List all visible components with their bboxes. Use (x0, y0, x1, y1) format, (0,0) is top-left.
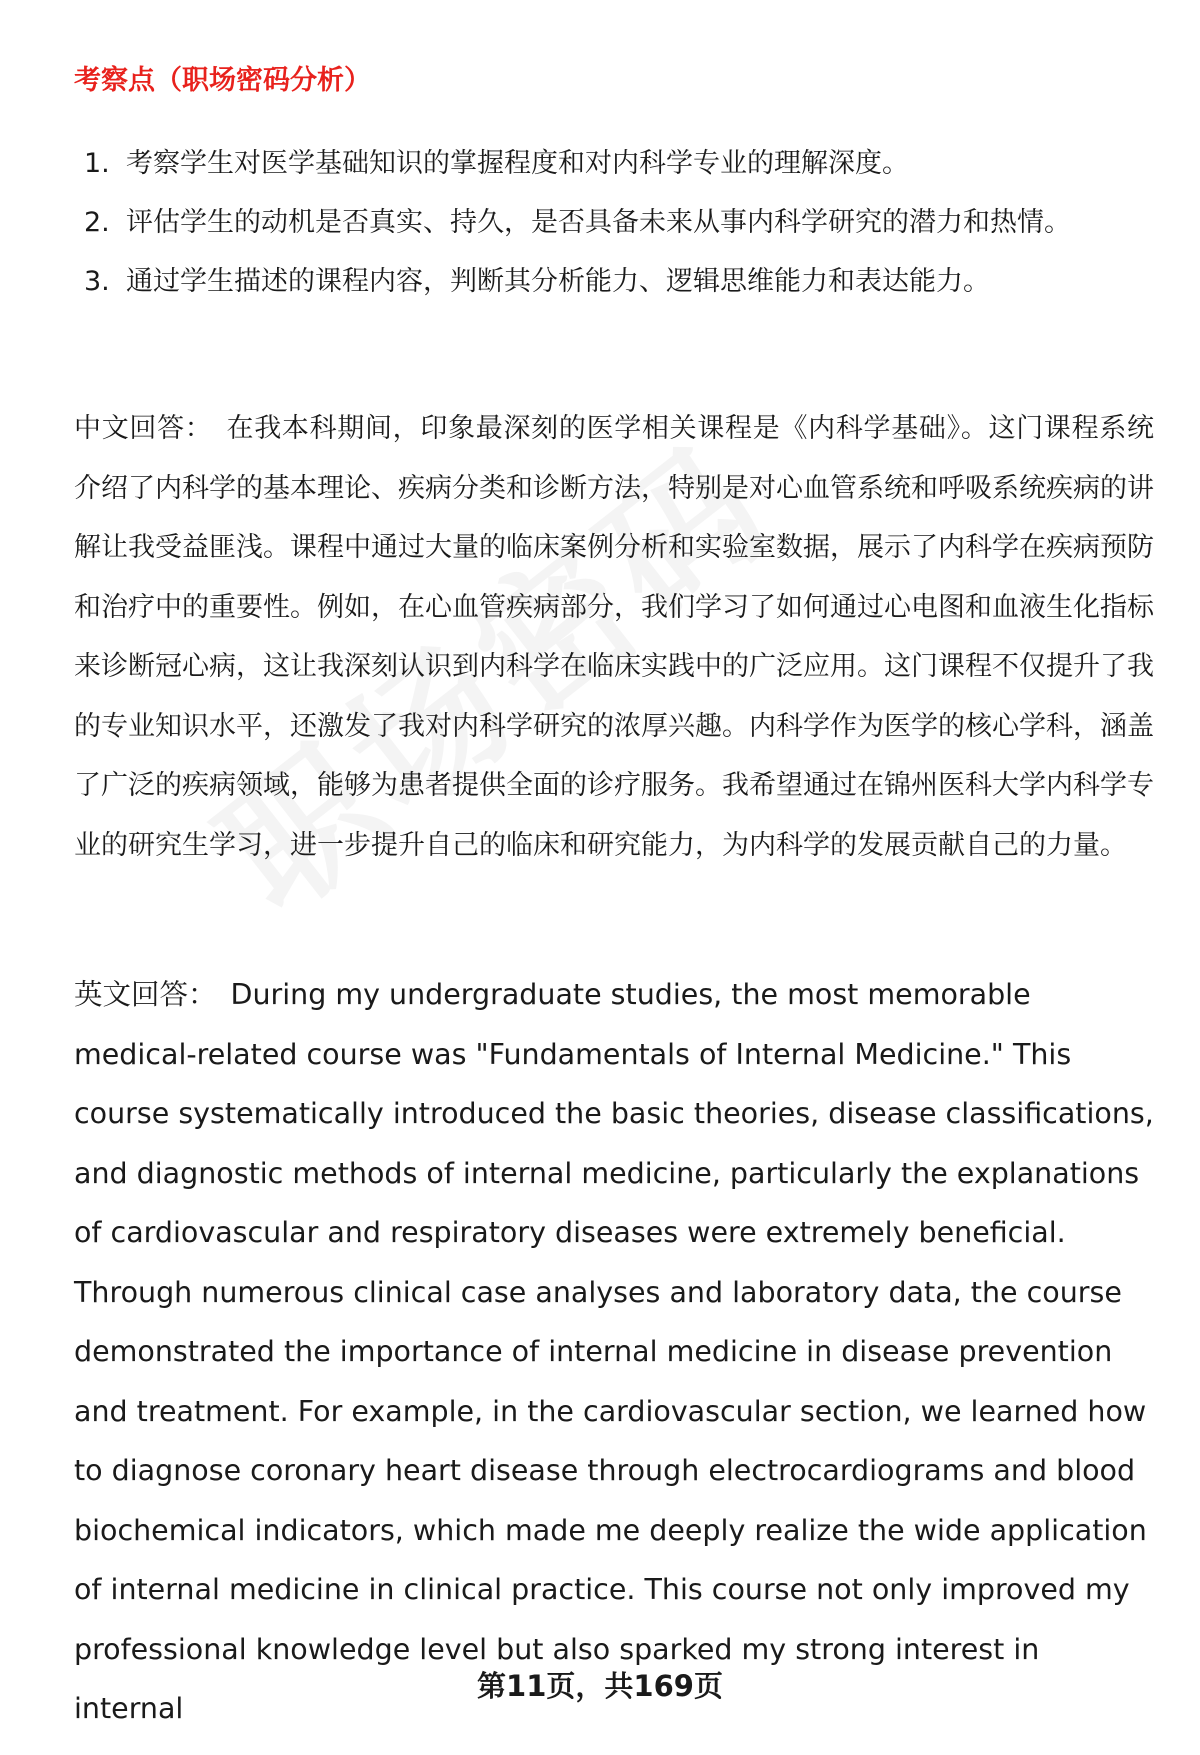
assessment-points-list (74, 134, 1134, 311)
list-number: 1. (84, 148, 110, 179)
chinese-answer (74, 399, 1154, 875)
list-number: 3. (84, 266, 110, 297)
chinese-answer-text: 在我本科期间，印象最深刻的医学相关课程是《内科学基础》。这门课程系统介绍了内科学的基本理论、疾病分类和诊断方法，特别是对心血管系统和呼吸系统疾病的讲解让我受益匪浅。课程中通过大量的临床案例分析和实验室数据，展示了内科学在疾病预防和治疗中的重要性。例如，在心血管疾病部分，我们学习了如何通过心电图和血液生化指标来诊断冠心病，这让我深刻认识到内科学在临床实践中的广泛应用。这门课程不仅提升了我的专业知识水平，还激发了我对内科学研究的浓厚兴趣。内科学作为医学的核心学科，涵盖了广泛的疾病领域，能够为患者提供全面的诊疗服务。我希望通过在锦州医科大学内科学专业的研究生学习，进一步提升自己的临床和研究能力，为内科学的发展贡献自己的力量。 (74, 413, 1155, 861)
section-heading: 考察点（职场密码分析） (74, 65, 371, 96)
list-item-text: 评估学生的动机是否真实、持久，是否具备未来从事内科学研究的潜力和热情。 (126, 207, 1071, 238)
list-item (74, 193, 1134, 252)
list-item-text: 考察学生对医学基础知识的掌握程度和对内科学专业的理解深度。 (126, 148, 909, 179)
list-number: 2. (84, 207, 110, 238)
english-answer (74, 965, 1154, 1739)
english-answer-label: 英文回答： (74, 978, 217, 1011)
page-number-footer: 第11页，共169页 (477, 1669, 723, 1703)
chinese-answer-label: 中文回答： (74, 413, 213, 444)
english-answer-text: During my undergraduate studies, the most memorable medical-related course was "Fundamentals of Internal Medicine." This course systematically introduced the basic theories, disease classifications, and diagnostic methods of internal medicine, particularly the explanations of cardiovascular and respiratory diseases were extremely beneficial. Through numerous clinical case analyses and laboratory data, the course demonstrated the importance of internal medicine in disease prevention and treatment. For example, in the cardiovascular section, we learned how to diagnose coronary heart disease through electrocardiograms and blood biochemical indicators, which made me deeply realize the wide application of internal medicine in clinical practice. This course not only improved my professional knowledge level but also sparked my strong interest in internal (74, 978, 1154, 1725)
list-item-text: 通过学生描述的课程内容，判断其分析能力、逻辑思维能力和表达能力。 (126, 266, 990, 297)
list-item (74, 252, 1134, 311)
list-item (74, 134, 1134, 193)
